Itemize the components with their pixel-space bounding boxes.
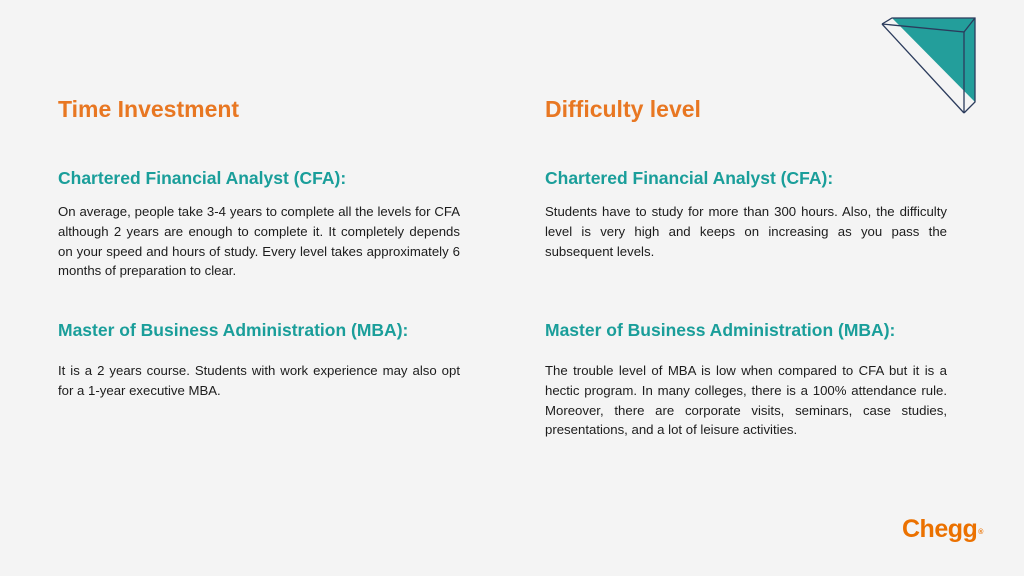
time-investment-title: Time Investment	[58, 96, 240, 122]
time-mba-text: It is a 2 years course. Students with work experience may also opt for a 1-year executive MBA.	[58, 363, 460, 398]
difficulty-cfa-text: Students have to study for more than 300 hours. Also, the difficulty level is very high and keeps on increasing as you pass the subsequent levels.	[545, 204, 947, 259]
chegg-logo	[902, 514, 983, 544]
difficulty-mba-text: The trouble level of MBA is low when compared to CFA but it is a hectic program. In many colleges, there is a 100% attendance rule. Moreover, there are corporate visits, seminars, case studies, presentations, and a lot of leisure activities.	[545, 363, 947, 438]
registered-mark: ®	[978, 529, 983, 536]
time-cfa-text: On average, people take 3-4 years to complete all the levels for CFA although 2 years are enough to complete it. It completely depends on your speed and hours of study. Every level takes approximately 6 months of preparation to clear.	[58, 204, 460, 279]
difficulty-mba-heading: Master of Business Administration (MBA):	[545, 320, 896, 340]
chegg-logo-text: Chegg	[902, 515, 978, 543]
corner-triangle-decoration	[878, 14, 978, 116]
difficulty-level-title: Difficulty level	[545, 96, 701, 122]
time-cfa-heading: Chartered Financial Analyst (CFA):	[58, 168, 347, 188]
difficulty-cfa-heading: Chartered Financial Analyst (CFA):	[545, 168, 834, 188]
time-mba-heading: Master of Business Administration (MBA):	[58, 320, 409, 340]
